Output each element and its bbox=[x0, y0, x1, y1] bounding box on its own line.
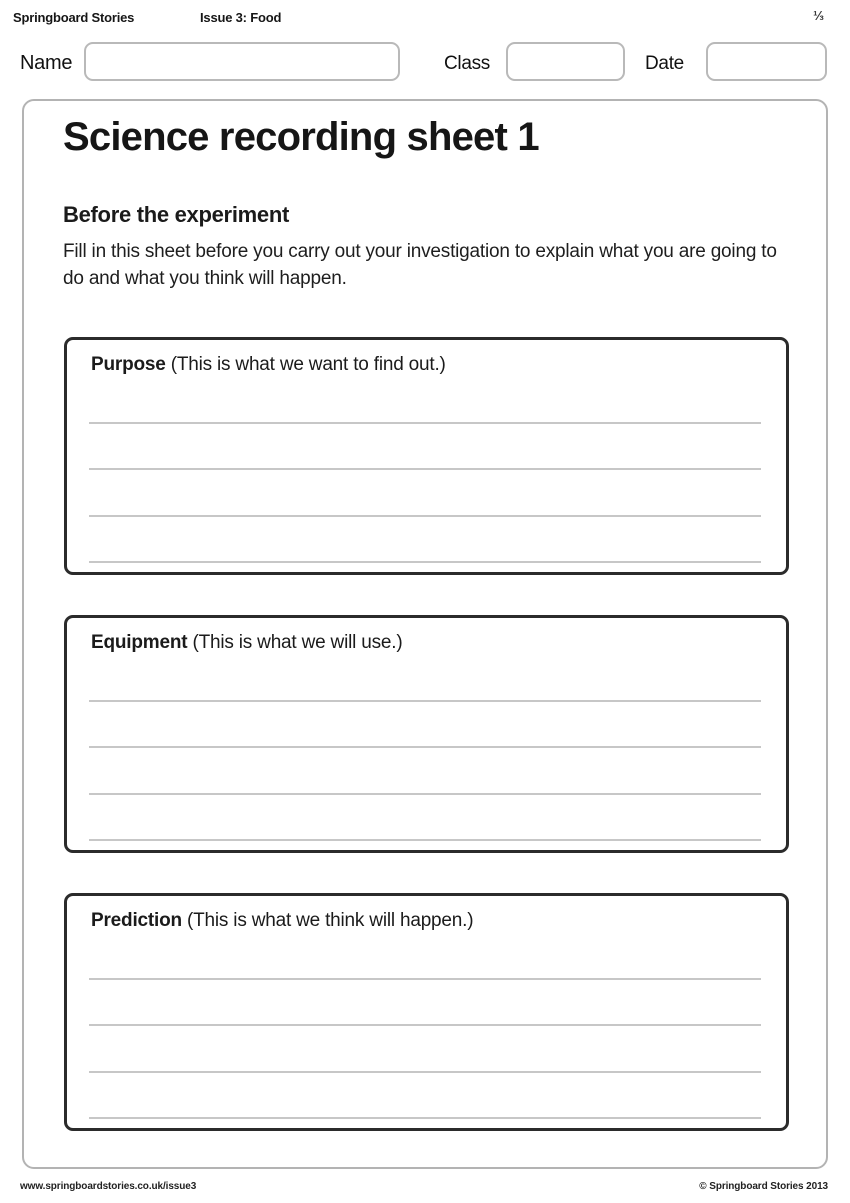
instructions-text: Fill in this sheet before you carry out your investigation to explain what you are going to do and what you think will happen. bbox=[63, 241, 777, 289]
footer-url: www.springboardstories.co.uk/issue3 bbox=[20, 1181, 197, 1192]
class-label: Class bbox=[444, 53, 491, 74]
ruled-line bbox=[89, 978, 761, 980]
ruled-line bbox=[89, 839, 761, 841]
ruled-line bbox=[89, 700, 761, 702]
prediction-writing-area[interactable] bbox=[67, 946, 786, 1128]
section-heading: Before the experiment bbox=[63, 202, 289, 227]
ruled-line bbox=[89, 1024, 761, 1026]
class-field[interactable] bbox=[506, 42, 625, 81]
ruled-line bbox=[89, 468, 761, 470]
prediction-heading bbox=[91, 910, 473, 932]
prediction-box bbox=[64, 893, 789, 1131]
name-label: Name bbox=[20, 52, 73, 74]
sheet-title: Science recording sheet 1 bbox=[63, 115, 539, 159]
equipment-hint: (This is what we will use.) bbox=[192, 632, 403, 653]
ruled-line bbox=[89, 422, 761, 424]
ruled-line bbox=[89, 746, 761, 748]
date-field[interactable] bbox=[706, 42, 827, 81]
footer-copyright: © Springboard Stories 2013 bbox=[699, 1181, 828, 1192]
equipment-label: Equipment bbox=[91, 632, 188, 653]
prediction-hint: (This is what we think will happen.) bbox=[187, 910, 474, 931]
equipment-writing-area[interactable] bbox=[67, 668, 786, 850]
ruled-line bbox=[89, 1071, 761, 1073]
sheet-card bbox=[22, 99, 828, 1169]
purpose-label: Purpose bbox=[91, 354, 166, 375]
issue-title: Issue 3: Food bbox=[200, 10, 282, 25]
brand-title: Springboard Stories bbox=[13, 10, 135, 25]
equipment-heading bbox=[91, 632, 402, 654]
ruled-line bbox=[89, 793, 761, 795]
ruled-line bbox=[89, 1117, 761, 1119]
ruled-line bbox=[89, 561, 761, 563]
date-label: Date bbox=[645, 53, 684, 74]
purpose-writing-area[interactable] bbox=[67, 390, 786, 572]
name-field[interactable] bbox=[84, 42, 400, 81]
prediction-label: Prediction bbox=[91, 910, 182, 931]
ruled-line bbox=[89, 515, 761, 517]
purpose-box bbox=[64, 337, 789, 575]
purpose-heading bbox=[91, 354, 446, 376]
page-indicator: ⅓ bbox=[813, 8, 824, 23]
equipment-box bbox=[64, 615, 789, 853]
purpose-hint: (This is what we want to find out.) bbox=[170, 354, 446, 375]
